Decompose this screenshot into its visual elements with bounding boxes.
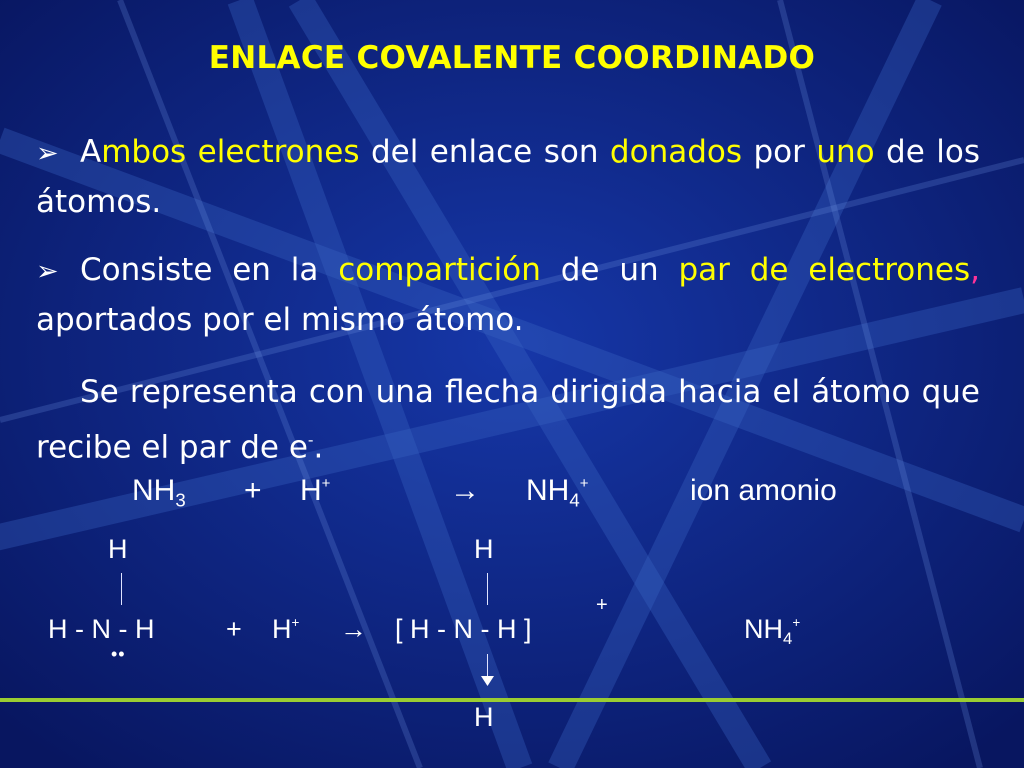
structure-top-h-right: H [474, 534, 494, 564]
structure-proton: H+ [272, 614, 300, 644]
reaction-arrow-icon: → [450, 474, 480, 507]
structure-ammonia: H - N - H [48, 614, 155, 644]
text-segment: Consiste en la [80, 252, 339, 288]
structure-plus: + [226, 614, 242, 644]
structure-nh4-label: $NH_4^+$ [744, 614, 801, 648]
comma-segment: , [970, 252, 981, 288]
note-end: . [313, 429, 324, 466]
equation-reactant-nh3: $NH_3$ [132, 474, 186, 511]
structure-bond-left [121, 573, 122, 605]
note-paragraph [36, 368, 980, 471]
coordinate-bond-arrowhead-icon [481, 676, 494, 686]
note-superscript: - [307, 431, 314, 449]
equation-reactant-h: H+ [300, 474, 331, 507]
text-segment: por [742, 134, 817, 170]
arrow-bullet-icon: ➢ [36, 138, 59, 169]
highlight-segment: compartición [338, 252, 541, 288]
equation-product-nh4: $NH_4^+$ [526, 474, 589, 511]
text-segment: de los átomos. [36, 134, 980, 220]
structure-charge: + [596, 594, 608, 616]
bullet-paragraph-2 [36, 246, 980, 344]
highlight-segment: par de electrones [678, 252, 971, 288]
structure-bond-right [487, 573, 488, 605]
highlight-segment: mbos electrones [101, 134, 360, 170]
reaction-arrow-icon: → [340, 614, 367, 644]
text-segment: del enlace son [359, 134, 610, 170]
footer-line [0, 698, 1024, 702]
highlight-segment: donados [609, 134, 743, 170]
highlight-segment: uno [816, 134, 875, 170]
structure-ammonium: [ H - N - H ] [395, 614, 532, 644]
text-segment: aportados por el mismo átomo. [36, 302, 524, 338]
structure-bottom-h: H [474, 702, 494, 732]
equation-plus: + [244, 474, 262, 507]
structure-top-h-left: H [108, 534, 128, 564]
text-segment: A [80, 134, 102, 170]
lone-pair-icon: •• [111, 644, 126, 664]
text-segment: de un [540, 252, 679, 288]
note-text: Se representa con una flecha dirigida hacia el átomo que recibe el par de e [36, 374, 980, 466]
bullet-paragraph-1 [36, 128, 980, 226]
arrow-bullet-icon: ➢ [36, 256, 59, 287]
equation-product-name: ion amonio [690, 474, 837, 507]
slide-title: ENLACE COVALENTE COORDINADO [208, 40, 816, 76]
